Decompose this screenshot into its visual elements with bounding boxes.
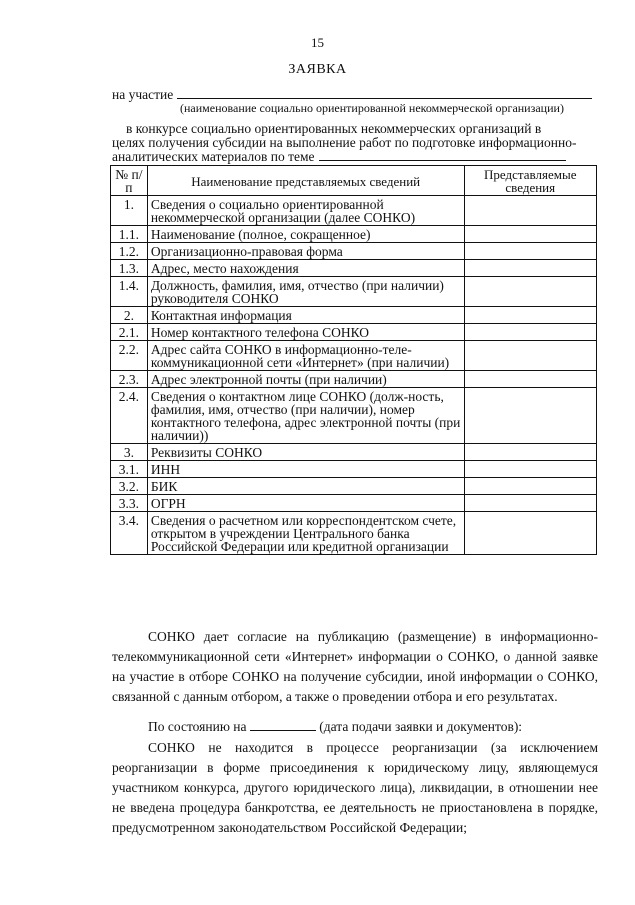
header-name: Наименование представляемых сведений	[147, 166, 464, 196]
table-row	[111, 461, 597, 478]
row-number: 1.3.	[111, 260, 148, 277]
row-number: 3.2.	[111, 478, 148, 495]
row-value-cell[interactable]	[464, 478, 596, 495]
row-number: 2.3.	[111, 371, 148, 388]
row-name: ИНН	[147, 461, 464, 478]
row-number: 2.1.	[111, 324, 148, 341]
row-value-cell[interactable]	[464, 260, 596, 277]
row-name: Реквизиты СОНКО	[147, 444, 464, 461]
row-value-cell[interactable]	[464, 324, 596, 341]
row-value-cell[interactable]	[464, 307, 596, 324]
table-header-row	[111, 166, 597, 196]
row-value-cell[interactable]	[464, 461, 596, 478]
row-name: Сведения о контактном лице СОНКО (долж-ность, фамилия, имя, отчество (при наличии), номер контактного телефона, адрес электронной почты (при наличии))	[147, 388, 464, 444]
row-value-cell[interactable]	[464, 196, 596, 226]
table-row	[111, 243, 597, 260]
topic-field[interactable]	[319, 149, 566, 161]
header-value: Представляемые сведения	[464, 166, 596, 196]
document-title: ЗАЯВКА	[288, 62, 347, 77]
table-body	[111, 196, 597, 555]
row-name: Адрес электронной почты (при наличии)	[147, 371, 464, 388]
intro-line-2: целях получения субсидии на выполнение работ по подготовке информационно-	[112, 134, 577, 150]
row-value-cell[interactable]	[464, 371, 596, 388]
row-number: 1.2.	[111, 243, 148, 260]
table-row	[111, 226, 597, 243]
intro-line-1: в конкурсе социально ориентированных некоммерческих организаций в	[126, 121, 542, 136]
table-row	[111, 277, 597, 307]
table-row	[111, 388, 597, 444]
reorganization-paragraph: СОНКО не находится в процессе реорганизации (за исключением реорганизации в форме присоединения к юридическому лицу, являющемуся участником конкурса, другого юридического лица), ликвидации, в отношении нее не введена процедура банкротства, ее деятельность не приостановлена в порядке, предусмотренном законодательством Российской Федерации;	[112, 740, 598, 835]
row-name: Контактная информация	[147, 307, 464, 324]
row-value-cell[interactable]	[464, 277, 596, 307]
status-suffix: (дата подачи заявки и документов):	[319, 719, 523, 734]
row-value-cell[interactable]	[464, 341, 596, 371]
table-row	[111, 260, 597, 277]
row-number: 2.2.	[111, 341, 148, 371]
row-number: 2.	[111, 307, 148, 324]
row-number: 1.1.	[111, 226, 148, 243]
table-row	[111, 196, 597, 226]
table-row	[111, 444, 597, 461]
row-name: Адрес сайта СОНКО в информационно-теле-коммуникационной сети «Интернет» (при наличии)	[147, 341, 464, 371]
table-row	[111, 341, 597, 371]
table-row	[111, 324, 597, 341]
intro-line-3	[112, 149, 597, 164]
row-name: ОГРН	[147, 495, 464, 512]
row-value-cell[interactable]	[464, 495, 596, 512]
status-line	[112, 717, 598, 737]
table-row	[111, 307, 597, 324]
table-row	[111, 512, 597, 555]
row-number: 3.	[111, 444, 148, 461]
row-value-cell[interactable]	[464, 444, 596, 461]
row-name: Организационно-правовая форма	[147, 243, 464, 260]
table-row	[111, 495, 597, 512]
row-name: Номер контактного телефона СОНКО	[147, 324, 464, 341]
row-name: Адрес, место нахождения	[147, 260, 464, 277]
row-value-cell[interactable]	[464, 243, 596, 260]
application-table	[110, 165, 597, 555]
row-name: Должность, фамилия, имя, отчество (при наличии) руководителя СОНКО	[147, 277, 464, 307]
row-name: Сведения о социально ориентированной некоммерческой организации (далее СОНКО)	[147, 196, 464, 226]
intro-line-3-text: аналитических материалов по теме	[112, 149, 315, 164]
page-number: 15	[311, 35, 324, 50]
row-value-cell[interactable]	[464, 512, 596, 555]
table-row	[111, 371, 597, 388]
row-number: 3.3.	[111, 495, 148, 512]
participation-label: на участие	[112, 87, 174, 102]
intro-text	[112, 122, 597, 164]
row-name: Сведения о расчетном или корреспондентском счете, открытом в учреждении Центрального банка Российской Федерации или кредитной организации	[147, 512, 464, 555]
row-number: 3.1.	[111, 461, 148, 478]
consent-paragraph: СОНКО дает согласие на публикацию (размещение) в информационно-телекоммуникационной сети «Интернет» информации о СОНКО, о данной заявке на участие в отборе СОНКО на получение субсидии, иной информации о СОНКО, связанной с данным отбором, а также о проведении отбора и его результатах.	[112, 629, 598, 704]
organization-caption: (наименование социально ориентированной некоммерческой организации)	[180, 101, 564, 115]
row-number: 1.	[111, 196, 148, 226]
status-prefix: По состоянию на	[148, 719, 247, 734]
row-value-cell[interactable]	[464, 226, 596, 243]
table-row	[111, 478, 597, 495]
row-number: 3.4.	[111, 512, 148, 555]
row-name: БИК	[147, 478, 464, 495]
date-field[interactable]	[250, 717, 316, 731]
row-number: 1.4.	[111, 277, 148, 307]
row-name: Наименование (полное, сокращенное)	[147, 226, 464, 243]
header-num: № п/п	[111, 166, 148, 196]
row-number: 2.4.	[111, 388, 148, 444]
row-value-cell[interactable]	[464, 388, 596, 444]
organization-name-field[interactable]	[177, 85, 592, 99]
